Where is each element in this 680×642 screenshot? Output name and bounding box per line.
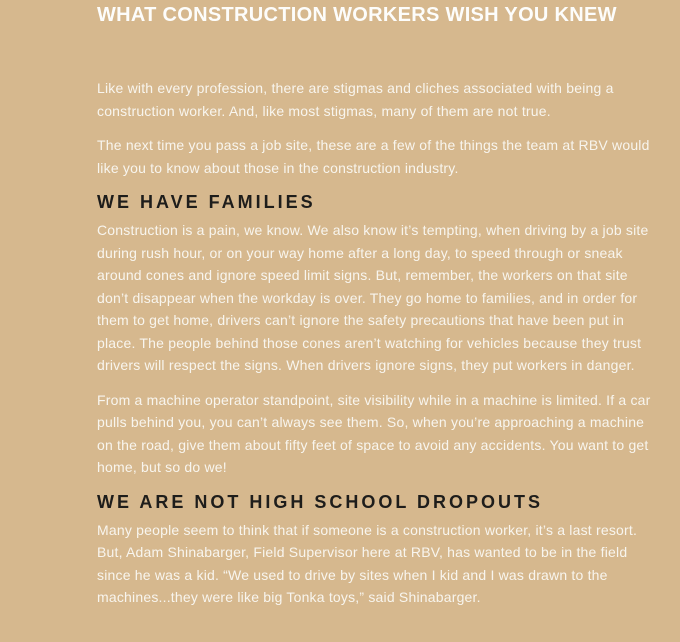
section-heading-not-dropouts: WE ARE NOT HIGH SCHOOL DROPOUTS	[97, 491, 544, 512]
intro-paragraph-1: Like with every profession, there are stigmas and cliches associated with being a construction worker. And, like most stigmas, many of them are not true.	[97, 80, 614, 119]
section-paragraph-dropouts-1: Many people seem to think that if someone is a construction worker, it’s a last resort. But, Adam Shinabarger, Field Supervisor here at RBV, has wanted to be in the field since he was a kid. “We used to drive by sites when I kid and I was drawn to the machines...they were like big Tonka toys,” said Shinabarger.	[97, 521, 638, 605]
section-paragraph-families-2: From a machine operator standpoint, site visibility while in a machine is limited. If a car pulls behind you, you can’t always see them. So, when you’re approaching a machine on the road, give them about fifty feet of space to avoid any accidents. You want to get home, but so do we!	[97, 391, 651, 475]
page-title: WHAT CONSTRUCTION WORKERS WISH YOU KNEW	[97, 4, 617, 26]
section-paragraph-families-1: Construction is a pain, we know. We also know it’s tempting, when driving by a job site during rush hour, or on your way home after a long day, to speed through or sneak around cones and ignore speed limit signs. But, remember, the workers on that site don’t disappear when the workday is over. They go home to families, and in order for them to get home, drivers can’t ignore the safety precautions that have been put in place. The people behind those cones aren’t watching for vehicles because they trust drivers will respect the signs. When drivers ignore signs, they put workers in danger.	[97, 222, 649, 373]
intro-paragraph-2: The next time you pass a job site, these are a few of the things the team at RBV would like you to know about those in the construction industry.	[97, 137, 650, 176]
section-heading-we-have-families: WE HAVE FAMILIES	[97, 192, 316, 212]
